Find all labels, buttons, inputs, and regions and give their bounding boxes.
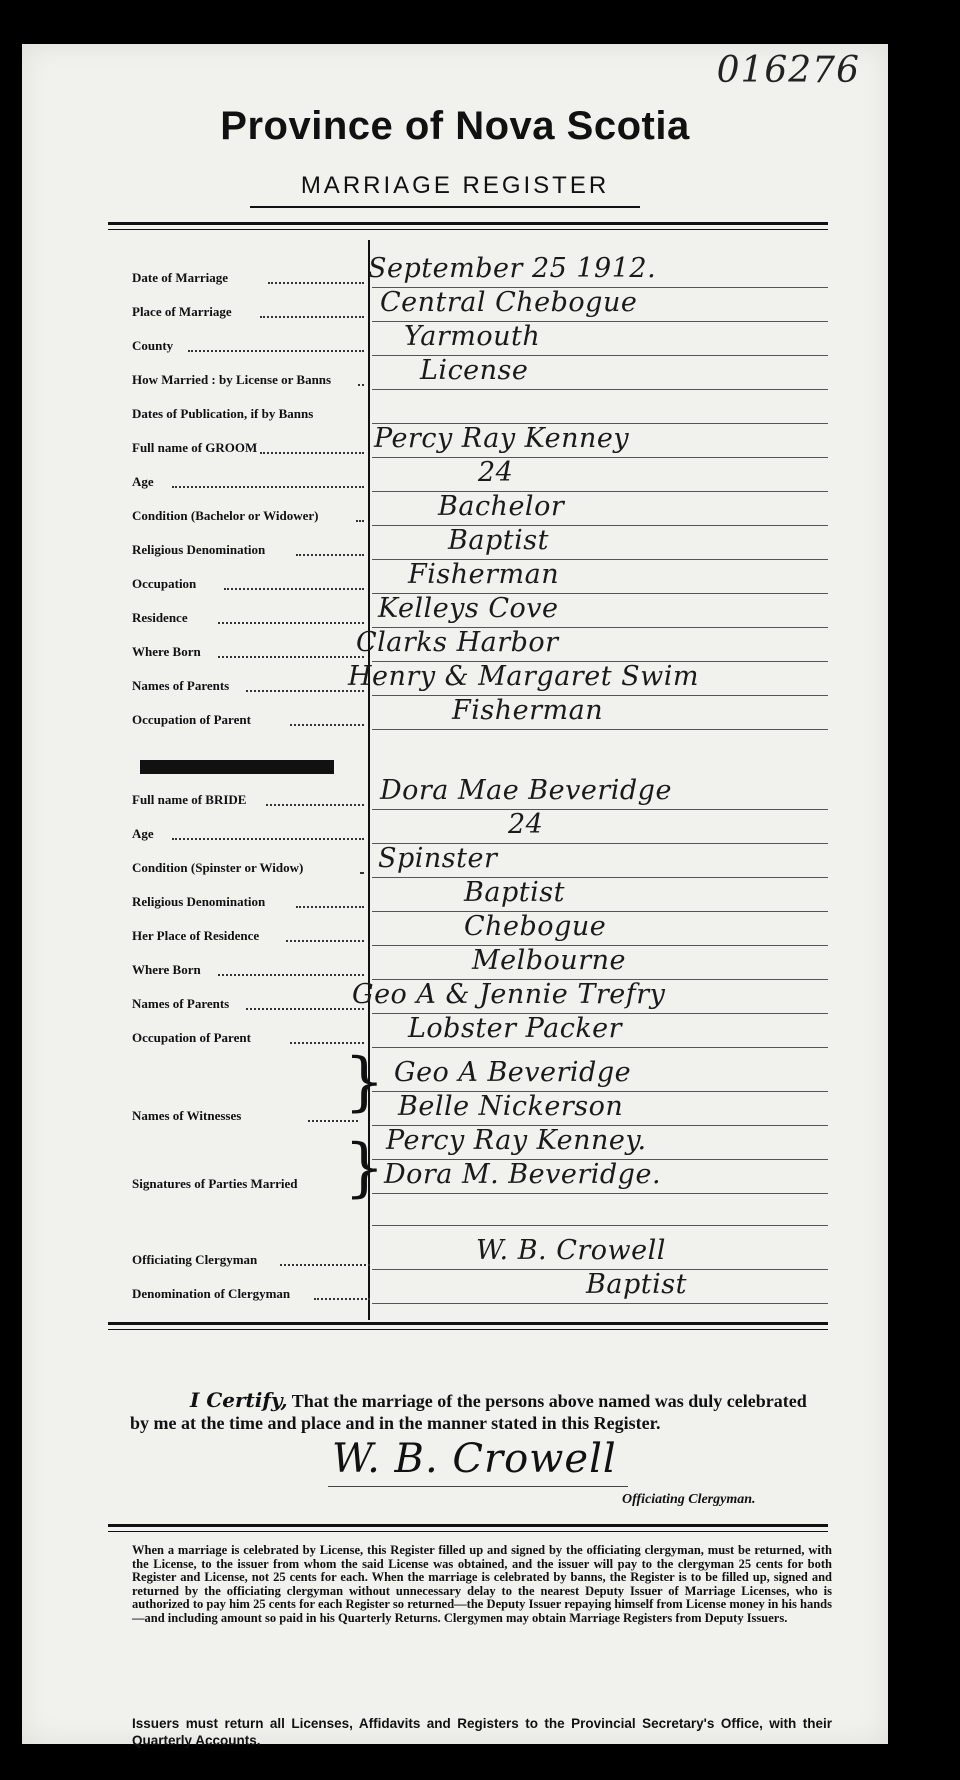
officiating-clergyman-caption: Officiating Clergyman. — [622, 1492, 756, 1507]
leader-dots — [224, 588, 364, 590]
leader-dots — [296, 906, 364, 908]
field-row — [108, 661, 828, 698]
witness-2: Belle Nickerson — [398, 1091, 624, 1122]
field-value: Lobster Packer — [408, 1013, 623, 1044]
leader-dots — [218, 974, 364, 976]
field-value: 24 — [508, 809, 544, 840]
field-label: Occupation of Parent — [132, 1030, 251, 1045]
value-line — [372, 809, 828, 810]
signatures-brace: } — [344, 1131, 385, 1205]
field-row — [108, 559, 828, 596]
leader-dots — [188, 350, 364, 352]
field-value: License — [420, 355, 529, 386]
field-label: Date of Marriage — [132, 270, 229, 285]
field-label: Residence — [132, 610, 188, 625]
document-number: 016276 — [716, 50, 860, 91]
leader-dots — [314, 1298, 370, 1300]
field-value: Bachelor — [438, 491, 565, 522]
field-label: Condition (Bachelor or Widower) — [132, 508, 319, 523]
value-line — [372, 877, 828, 878]
leader-dots — [266, 804, 364, 806]
field-value: Central Chebogue — [380, 287, 638, 318]
signature-groom: Percy Ray Kenney. — [386, 1125, 647, 1156]
field-value: Chebogue — [464, 911, 607, 942]
denomination-clergy-row — [108, 1269, 828, 1306]
field-label: Her Place of Residence — [132, 928, 260, 943]
certify-body: That the marriage of the persons above named was duly celebrated by me at the time and place and in the manner stated in this Register. — [130, 1391, 807, 1433]
field-row — [108, 877, 828, 914]
value-line — [372, 389, 828, 390]
page-subtitle: MARRIAGE REGISTER — [300, 172, 610, 199]
value-line — [372, 1047, 828, 1048]
signature-row-1 — [108, 1125, 828, 1162]
witness-row-1 — [108, 1057, 828, 1094]
field-label: Occupation — [132, 576, 197, 591]
signature-line — [328, 1486, 628, 1487]
value-line — [372, 525, 828, 526]
value-line — [372, 1225, 828, 1226]
field-row — [108, 775, 828, 812]
clergy-row — [108, 1235, 828, 1272]
leader-dots — [286, 940, 364, 942]
denomination-clergyman-label: Denomination of Clergyman — [132, 1286, 291, 1301]
subtitle-rule — [250, 206, 640, 208]
field-value: Clarks Harbor — [356, 627, 559, 658]
field-row — [108, 1013, 828, 1050]
leader-dots — [308, 1120, 358, 1122]
field-label: County — [132, 338, 174, 353]
leader-dots — [290, 1042, 364, 1044]
leader-dots — [260, 316, 364, 318]
leader-dots — [280, 1264, 370, 1266]
field-row — [108, 843, 828, 880]
field-label: Place of Marriage — [132, 304, 232, 319]
leader-dots — [246, 690, 364, 692]
middle-double-rule — [108, 1322, 828, 1330]
field-label: Full name of GROOM — [132, 440, 258, 455]
leader-dots — [356, 520, 364, 522]
field-label: Dates of Publication, if by Banns — [132, 406, 314, 421]
top-double-rule — [108, 222, 828, 230]
signature-row-2 — [108, 1159, 828, 1196]
lower-double-rule — [108, 1524, 828, 1532]
field-label: Age — [132, 474, 154, 489]
field-label: Names of Parents — [132, 678, 230, 693]
field-value: Baptist — [464, 877, 565, 908]
field-label: Where Born — [132, 644, 201, 659]
field-row — [108, 525, 828, 562]
register-sheet — [22, 44, 888, 1748]
field-value: September 25 1912. — [368, 253, 657, 284]
denomination-clergyman-value: Baptist — [586, 1269, 687, 1300]
field-label: How Married : by License or Banns — [132, 372, 332, 387]
leader-dots — [358, 384, 364, 386]
field-value: 24 — [478, 457, 514, 488]
field-value: Spinster — [378, 843, 498, 874]
signature-row-3 — [108, 1194, 828, 1228]
field-value: Yarmouth — [404, 321, 541, 352]
leader-dots — [172, 838, 364, 840]
leader-dots — [296, 554, 364, 556]
witnesses-label: Names of Witnesses — [132, 1108, 242, 1123]
leader-dots — [290, 724, 364, 726]
leader-dots — [268, 282, 364, 284]
leader-dots — [172, 486, 364, 488]
clergy-signature: W. B. Crowell — [332, 1436, 617, 1482]
signature-bride: Dora M. Beveridge. — [384, 1159, 662, 1190]
field-row — [108, 593, 828, 630]
field-row — [108, 321, 828, 358]
field-row — [108, 911, 828, 948]
field-label: Condition (Spinster or Widow) — [132, 860, 304, 875]
field-label: Names of Parents — [132, 996, 230, 1011]
field-row — [108, 392, 828, 426]
field-row — [108, 627, 828, 664]
value-line — [372, 729, 828, 730]
field-value: Geo A & Jennie Trefry — [352, 979, 666, 1010]
value-line — [372, 457, 828, 458]
field-row — [108, 945, 828, 982]
witnesses-brace: } — [344, 1045, 385, 1119]
page-title: Province of Nova Scotia — [220, 104, 690, 148]
signatures-label: Signatures of Parties Married — [132, 1176, 298, 1191]
value-line — [372, 1303, 828, 1304]
bride-section-bar — [140, 760, 334, 774]
instructions-notice: When a marriage is celebrated by License, this Register filled up and signed by the officiating clergyman, must be returned, with the License, to the issuer from whom the said License was obtained, and the issuer will pay to the clergyman 25 cents for both Register and License, not 25 cents for each. When the marriage is celebrated by banns, the Register is to be filled up, signed and returned by the officiating clergyman without unnecessary delay to the nearest Deputy Issuer of Marriage Licenses, who is authorized to pay him 25 cents for each Register so returned—the Deputy Issuer repaying himself from License money in his hands—and including amount so paid in his Quarterly Returns. Clergymen may obtain Marriage Registers from Deputy Issuers. — [132, 1543, 832, 1625]
field-label: Occupation of Parent — [132, 712, 251, 727]
field-row — [108, 253, 828, 290]
field-label: Full name of BRIDE — [132, 792, 247, 807]
field-row — [108, 491, 828, 528]
field-label: Religious Denomination — [132, 542, 266, 557]
field-value: Percy Ray Kenney — [374, 423, 630, 454]
leader-dots — [218, 622, 364, 624]
certification-text — [130, 1388, 830, 1434]
field-value: Fisherman — [452, 695, 604, 726]
field-row — [108, 457, 828, 494]
leader-dots — [218, 656, 364, 658]
field-value: Henry & Margaret Swim — [348, 661, 699, 692]
field-row — [108, 423, 828, 460]
field-label: Religious Denomination — [132, 894, 266, 909]
witness-1: Geo A Beveridge — [394, 1057, 632, 1088]
field-label: Age — [132, 826, 154, 841]
certify-lead: I Certify, — [190, 1388, 288, 1412]
witness-row-2 — [108, 1091, 828, 1128]
leader-dots — [260, 452, 364, 454]
field-row — [108, 355, 828, 392]
officiating-clergyman-value: W. B. Crowell — [476, 1235, 666, 1266]
field-value: Dora Mae Beveridge — [380, 775, 672, 806]
leader-dots — [360, 872, 364, 874]
field-value: Melbourne — [472, 945, 626, 976]
field-value: Kelleys Cove — [378, 593, 559, 624]
leader-dots — [246, 1008, 364, 1010]
field-row — [108, 695, 828, 732]
field-label: Where Born — [132, 962, 201, 977]
field-value: Baptist — [448, 525, 549, 556]
officiating-clergyman-label: Officiating Clergyman — [132, 1252, 258, 1267]
field-value: Fisherman — [408, 559, 560, 590]
field-row — [108, 809, 828, 846]
issuers-note: Issuers must return all Licenses, Affidavits and Registers to the Provincial Secretary's Office, with their Quarterly Accounts. — [132, 1716, 832, 1748]
field-row — [108, 979, 828, 1016]
field-row — [108, 287, 828, 324]
